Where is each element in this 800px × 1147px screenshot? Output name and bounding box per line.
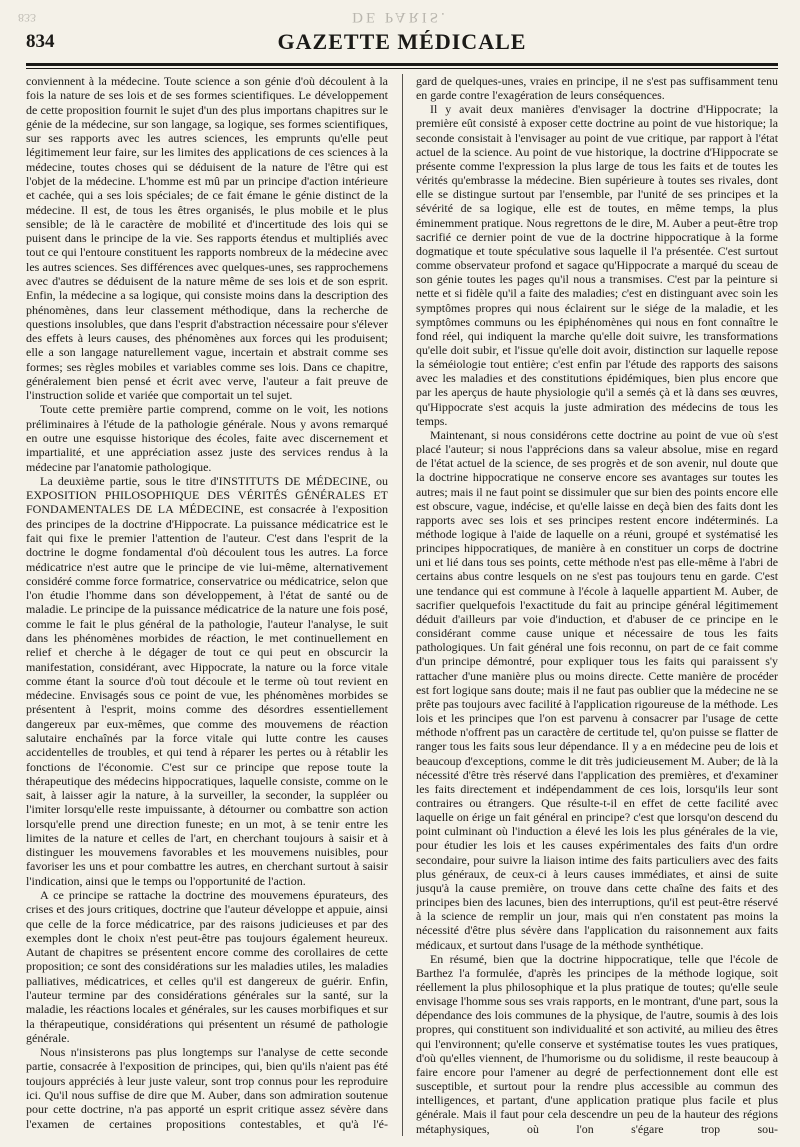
paragraph: Maintenant, si nous considérons cette doctrine au point de vue où s'est placé l'auteur; si nous l'apprécions dans sa valeur absolue, mise en regard de l'état actuel de la science, de ses progrès et de son avenir, nul doute que la doctrine hippocratique ne conserve encore ses avantages sur toutes les autres; mais il ne faut point se dissimuler que sur bien des points encore elle est obscure, vague, indécise, et qu'elle laisse en deçà bien des faits dont les rapports avec ses lois et ses principes restent encore indéterminés. La méthode logique à l'aide de laquelle on a réuni, groupé et systématisé les principes hippocratiques, de manière à en constituer un corps de doctrine uni et lié dans tous ses points, cette méthode n'est pas elle-même à l'abri de certains abus contre lesquels on ne s'est pas toujours tenu en garde. C'est une tendance qui est commune à l'école à laquelle appartient M. Auber, de sacrifier quelquefois l'exactitude du fait au principe général légitimement déduit d'ailleurs par voie d'induction, et d'abuser de ce principe en le considérant comme cause unique et nécessaire de tous les faits pathologiques. Un fait général une fois reconnu, on part de ce fait comme d'un principe démontré, pour expliquer tous les faits qui paraissent s'y rattacher d'une manière plus ou moins directe. Cette manière de procéder est fort logique sans doute; mais il ne faut pas oublier que la médecine ne se prête pas toujours avec facilité à l'application rigoureuse de la méthode. Les lois et les principes que l'on est parvenu à consacrer par l'usage de cette méthode n'offrent pas un caractère de certitude tel, qu'on puisse se flatter de ranger tous les faits sous leur dépendance. Il y a en médecine peu de lois et beaucoup d'exceptions, comme le dit très judicieusement M. Auber; de là la nécessité d'être très réservé dans l'application des premières, et d'examiner les faits directement et indépendamment de ces lois, lorsqu'ils leur sont contraires ou étrangers. Que résulte-t-il en effet de cette facilité avec laquelle on érige un fait général en principe? c'est que lorsqu'on descend du point culminant où l'induction a élevé les lois les plus générales de la vie, pour étudier les lois et les causes expérimentales des faits d'un ordre secondaire, pour suivre la liaison intime des faits particuliers avec des faits plus généraux, de ceux-ci à leurs causes immédiates, et ainsi de suite jusqu'à la cause première, on trouve dans cette chaîne des faits et des principes bien des lacunes, bien des interruptions, qu'il est peut-être réservé à la science de remplir un jour, mais qui n'en constatent pas moins la nécessité d'être plus sévère dans l'application du raisonnement aux faits médicaux, et surtout dans l'usage de la méthode synthétique.: [416, 427, 778, 952]
page-number: 834: [26, 31, 55, 52]
paragraph: En résumé, bien que la doctrine hippocratique, telle que l'école de Barthez l'a formulée, d'après les principes de la méthode logique, soit réellement la plus philosophique et la plus pratique de toutes; qu'elle seule envisage l'homme sous ses vrais rapports, en le montrant, d'une part, sous la dépendance des lois communes de la physique, de l'autre, soumis à des lois propres, qui constituent son individualité et son activité, au milieu des êtres qui l'environnent; qu'elle conserve et systématise toutes les vues pratiques, d'où qu'elles viennent, de l'humorisme ou du solidisme, il reste beaucoup à faire encore pour l'amener au degré de perfectionnement dont elle est susceptible, et surtout pour la rendre plus accessible au commun des intelligences, et partant, d'une application pratique plus facile et plus générale. Mais il faut pour cela descendre un peu de la hauteur des régions métaphysiques, où l'on s'égare trop sou-: [416, 951, 778, 1136]
paragraph: La deuxième partie, sous le titre d'INSTITUTS DE MÉDECINE, ou EXPOSITION PHILOSOPHIQUE DES VÉRITÉS GÉNÉRALES ET FONDAMENTALES DE LA MÉDECINE, est consacrée à l'exposition des principes de la doctrine d'Hippocrate. La puissance médicatrice est le fait qui fixe le premier l'attention de l'auteur. C'est dans l'esprit de la doctrine le dogme fondamental d'où découlent tous les autres. La force médicatrice n'est autre que le principe de vie lui-même, alternativement considéré comme force formatrice, conservatrice ou médicatrice, selon que l'on étudie l'homme dans son développement, à l'état de santé ou de maladie. Le principe de la puissance médicatrice de la nature une fois posé, comme le fait le plus général de la pathologie, l'auteur l'analyse, le suit dans les phénomènes morbides de réaction, le met continuellement en relief et cherche à le dégager de tout ce qui peut en obscurcir la manifestation, considérant, avec Hippocrate, la nature ou la force vitale comme étant la source d'où tout découle et le terme où tout revient en médecine. Envisagés sous ce point de vue, les phénomènes morbides se présentent à l'esprit, moins comme des désordres essentiellement dangereux par eux-mêmes, que comme des mouvemens de réaction salutaire enchaînés par la force vitale qui lutte contre les causes accidentelles de troubles, et qui tend à réparer les pertes ou à rétablir les fonctions de l'économie. C'est sur ce principe que repose toute la thérapeutique des médecins hippocratiques, laquelle consiste, comme on le sait, à laisser agir la nature, à la surveiller, la seconder, la suppléer ou l'imiter lorsqu'elle reste impuissante, à détourner ou combattre son action lorsqu'elle prend une direction funeste; en un mot, à se tenir entre les limites de la nature et celles de l'art, en cherchant toujours à saisir et à distinguer les mouvemens favorables et les mouvemens nuisibles, pour favoriser les uns et pour combattre les autres, en cherchant surtout à saisir l'indication, ainsi que le temps ou l'opportunité de l'action.: [26, 473, 388, 888]
paragraph: Il y avait deux manières d'envisager la doctrine d'Hippocrate; la première eût consisté à exposer cette doctrine au point de vue historique; la seconde consistait à l'envisager au point de vue critique, par rapport à l'état actuel de la science. Au point de vue historique, la doctrine d'Hippocrate se présente comme l'expression la plus large de tous les faits et de toutes les vérités qu'embrasse la médecine. Bien supérieure à toutes ses rivales, dont elle se distingue surtout par l'ensemble, par l'unité de ses principes et la sévérité de sa logique, elle est de toutes, en même temps, la plus éminemment pratique. Nous regrettons de le dire, M. Auber a peut-être trop sacrifié ce dernier point de vue de la doctrine hippocratique à la forme dogmatique et toute spéculative sous laquelle il l'a présentée. C'est surtout comme observateur profond et sagace qu'Hippocrate a marqué du sceau de son génie toutes les pages qu'il nous a transmises. C'est par la peinture si nette et si fidèle qu'il a faite des maladies; c'est en distinguant avec soin les symptômes propres qui nous éclairent sur le siége de la maladie, et les symptômes communs ou les épiphénomènes qui nous en font connaître le fond réel, qui indiquent la marche qu'elle doit suivre, les transformations qu'elle doit subir, et l'issue qu'elle doit avoir, distinction sur laquelle repose la séméiologie tout entière; c'est enfin par l'étude des rapports des saisons avec les maladies et des constitutions épidémiques, bien plus encore que par les aperçus de haute physiologie qu'il a semés çà et là dans ses œuvres, qu'Hippocrate s'est acquis la juste admiration des médecins de tous les temps.: [416, 102, 778, 428]
running-title: GAZETTE MÉDICALE: [277, 29, 527, 54]
header-rule-thick: [26, 63, 778, 66]
left-column: [26, 74, 388, 1136]
text-columns: [26, 74, 778, 1136]
header-rule-thin: [26, 68, 778, 69]
paragraph: Nous n'insisterons pas plus longtemps sur l'analyse de cette seconde partie, consacrée à l'exposition de principes, qui, bien qu'ils n'aient pas été toujours appréciés à leur juste valeur, sont trop connus pour les reproduire ici. Qu'il nous suffise de dire que M. Auber, dans son admiration soutenue pour cette doctrine, n'a pas apporté un esprit critique assez sévère dans l'examen de certaines propositions contestables, et qu'à l'é-: [26, 1045, 388, 1131]
right-column: [416, 74, 778, 1136]
paragraph: A ce principe se rattache la doctrine des mouvemens épurateurs, des crises et des jours critiques, doctrine que l'auteur développe et appuie, ainsi que celle de la force médicatrice, par des raisons judicieuses et par des exemples dont le choix n'est peut-être pas toujours également heureux. Autant de chapitres se présentent encore comme des corollaires de cette proposition; ce sont des considérations sur les maladies utiles, les maladies palliatives, médicatrices, et celles qu'il est dangereux de guérir. Enfin, l'auteur termine par des considérations générales sur la santé, sur la maladie, les réactions locales et générales, sur les causes morbifiques et sur la thérapeutique, considérations qui présentent un résumé de pathologie générale.: [26, 888, 388, 1045]
bleed-through-title: DE PARIS.: [352, 9, 448, 25]
paragraph: gard de quelques-unes, vraies en principe, il ne s'est pas suffisamment tenu en garde contre l'exagération de leurs conséquences.: [416, 74, 778, 103]
page-header: [26, 27, 778, 61]
bleed-through-number: 833: [18, 11, 36, 25]
column-divider: [402, 74, 403, 1136]
paragraph: Toute cette première partie comprend, comme on le voit, les notions préliminaires à l'étude de la pathologie générale. Nous y avons remarqué en outre une esquisse historique des écoles, faite avec discernement et impartialité, et une appréciation assez juste des services rendus à la médecine par l'anatomie pathologique.: [26, 402, 388, 474]
paragraph: conviennent à la médecine. Toute science a son génie d'où découlent à la fois la nature de ses lois et de ses formes scientifiques. Le développement de cette proposition fournit le sujet d'un des plus importans chapitres sur le génie de la médecine, sur son langage, sa logique, ses formes scientifiques, sur ses rapports avec les autres sciences, les emprunts qu'elle peut légitimement leur faire, sur les limites des applications de ces sciences à la médecine, toutes choses qui se déduisent de la nature de l'être qui est l'objet de la médecine. L'homme est mû par un principe d'action intérieure et cachée, qui a ses lois spéciales; de ce fait émane le génie distinct de la médecine. Il est, de tous les êtres organisés, le plus mobile et le plus sensible; de là le caractère de mobilité et d'incertitude des lois qui se puisent dans le principe de la vie. Ses rapports étendus et multipliés avec tout ce qui l'entoure constituent les rapports nombreux de la médecine avec les autres sciences. Ses différences avec quelques-unes, ses rapprochemens avec d'autres se déduisent de la nature même de ses lois et de son esprit. Enfin, la médecine a sa logique, qui consiste moins dans la description des phénomènes, dans leur classement méthodique, dans la recherche de questions insolubles, que dans l'esprit d'abstraction nécessaire pour s'élever des effets à leurs causes, des phénomènes aux forces qui les produisent; elle a son langage naturellement vague, incertain et abstrait comme ses formes; ses règles mobiles et variables comme ses lois. Dans ce chapitre, généralement bien pensé et écrit avec verve, l'auteur a fait preuve de l'instruction solide et variée que comportait un tel sujet.: [26, 74, 388, 403]
